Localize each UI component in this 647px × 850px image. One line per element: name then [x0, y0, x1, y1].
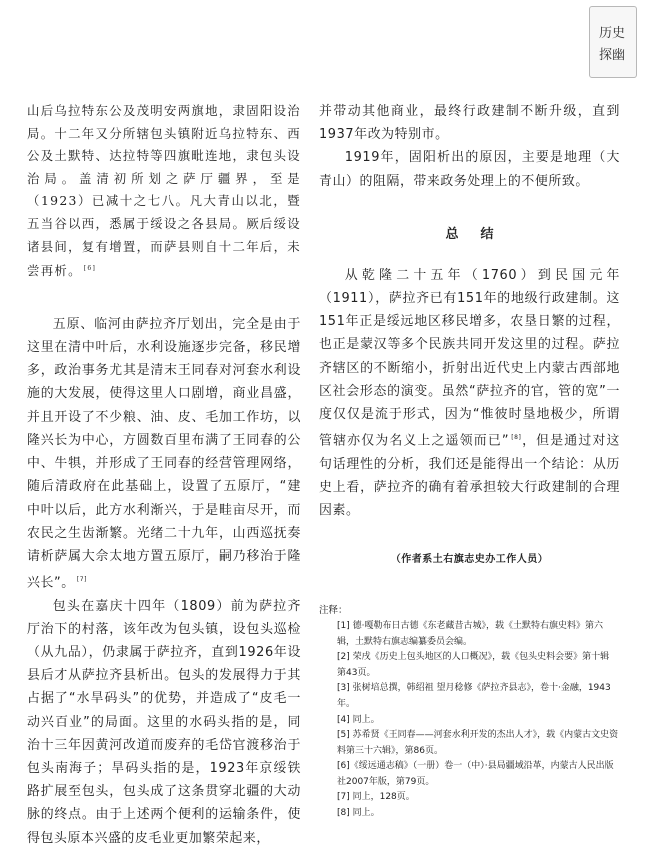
footnote-item: [8] 同上。 — [337, 808, 380, 819]
author-byline: （作者系土右旗志史办工作人员） — [390, 554, 549, 566]
section-tag-frame — [589, 6, 637, 78]
section-tag-line2: 探幽 — [598, 48, 625, 63]
paragraph: 1919年，固阳析出的原因，主要是地理（大青山）的阻隔，带来政务处理上的不便所致。 — [319, 150, 620, 189]
left-column — [27, 100, 301, 850]
footnote-item: [5] 苏希贤《王同春——河套水利开发的杰出人才》，载《内蒙古文史资料第三十六辑》，第86页。 — [337, 730, 619, 756]
footnote-item: [6]《绥远通志稿》（一册）卷一（中）·县局疆域沿革，内蒙古人民出版社2007年版，第79页。 — [337, 761, 614, 787]
left-body — [27, 313, 301, 850]
paragraph: 包头在嘉庆十四年（1809）前为萨拉齐厅治下的村落，该年改为包头镇，设包头巡检（从九品），仍隶属于萨拉齐，直到1926年设县后才从萨拉齐县析出。包头的发展得力于其占据了“水旱码头”的优势，并造成了“皮毛一动兴百业”的局面。这里的水码头指的是，同治十三年因黄河改道而废弃的毛岱官渡移治于包头南海子；旱码头指的是，1923年京绥铁路扩展至包头，包头成了这条贯穿北疆的大动脉的终点。由于上述两个便利的运输条件，使得包头原本兴盛的皮毛业更加繁荣起来， — [27, 598, 301, 846]
paragraph-text: 从乾隆二十五年（1760）到民国元年（1911），萨拉齐已有151年的地级行政建制。这151年正是绥远地区移民增多，农垦日繁的过程，也正是蒙汉等多个民族共同开发这里的过程。萨拉齐辖区的不断缩小，折射出近代史上内蒙古西部地区社会形态的演变。虽然“萨拉齐的官，管的宽”一度仅仅是流于形式，因为“惟彼时垦地极少，所谓管辖亦仅为名义上之遥领而已” — [319, 267, 620, 449]
right-column — [319, 100, 620, 822]
footnote-item: [4] 同上。 — [337, 714, 380, 725]
footnote-ref: [7] — [76, 576, 88, 584]
footnote-item: [1] 德·嘎勒布日古德《东老藏昔古城》，载《土默特右旗史料》第六辑，土默特右旗志编纂委员会编。 — [337, 620, 603, 647]
paragraph — [319, 264, 620, 523]
paragraph-text: 五原、临河由萨拉齐厅划出，完全是由于这里在清中叶后，水利设施逐步完备，移民增多，政治事务尤其是清末王同春对河套水利设施的大发展，使得这里人口剧增，商业昌盛，并且开设了不少粮、油、皮、毛加工作坊，以隆兴长为中心，方圆数百里布满了王同春的公中、牛犋，并形成了王同春的经营管理网络，随后清政府在此基础上，设置了五原厅，“建中叶以后，此方水利渐兴，于是畦亩尽开，而农民之生齿渐繁。光绪二十九年，山西巡抚奏请析萨属大佘太地方置五原厅，嗣乃移治于隆兴长”。 — [27, 316, 301, 591]
section-tag-line1: 历史 — [598, 26, 625, 41]
footnotes — [319, 603, 620, 821]
footnote-item: [2] 荣戌《历史上包头地区的人口概况》，载《包头史料会要》第十辑 第43页。 — [337, 652, 610, 678]
quoted-passage-text: 山后乌拉特东公及茂明安两旗地，隶固阳设治局。十二年又分所辖包头镇附近乌拉特东、西公及土默特、达拉特等四旗毗连地，隶包头设治局。盖清初所划之萨厅疆界，至是（1923）已减十之七八。凡大青山以北，暨五当谷以西，悉属于绥设之各县局。厥后绥设诸县间，复有增置，而萨县则自十二年后，未尝再析。 — [27, 103, 301, 279]
footnote-ref: [8] — [511, 434, 522, 442]
summary-body — [319, 264, 620, 523]
footnote-ref: [6] — [83, 265, 97, 273]
paragraph-continuation: 并带动其他商业，最终行政建制不断升级，直到1937年改为特别市。 — [319, 104, 620, 143]
footnote-item: [7] 同上，128页。 — [337, 792, 415, 803]
right-body — [319, 100, 620, 193]
quoted-passage — [27, 100, 301, 283]
section-tag — [583, 0, 641, 82]
paragraph-text-tail: ，但是通过对这句话理性的分析，我们还是能得出一个结论：从历史上看，萨拉齐的确有着承担较大行政建制的合理因素。 — [319, 433, 621, 519]
paragraph — [27, 313, 301, 595]
footnotes-heading: 注释： — [319, 605, 348, 617]
section-heading: 总结 — [445, 226, 516, 242]
footnote-item: [3] 张树培总撰，韩绍祖 望月稔修《萨拉齐县志》，卷十·金融，1943年。 — [337, 683, 611, 709]
